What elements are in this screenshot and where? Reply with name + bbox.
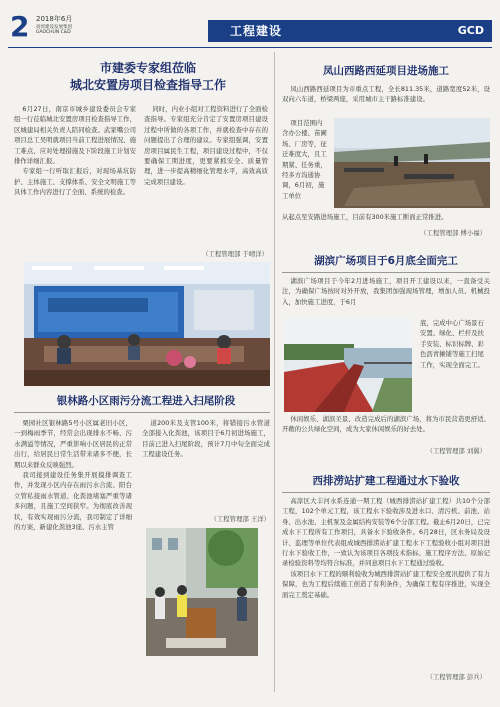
article1-paragraph: 6月27日，南京市城乡建设委员会专家组一行莅临城北安置房项目检查指导工作，区城建局相关负责人陪同检查。武家嘴公司项目总工吴明就项目当前工程进展情况、施工难点、应对处理措施及下阶段施工计划安排作详细汇报。: [14, 105, 136, 166]
article4-body-continued: [282, 414, 490, 435]
article3-paragraph: 从起点至安路进场施工，目前有300米施工断面正常推进。: [282, 213, 448, 221]
article1-title-line1: 市建委专家组莅临: [99, 61, 196, 75]
article3-paragraph: 凤山西路西延项目为市重点工程，全长811.35米，道路宽度52米，设双向六车道，桥梁两座，采用城市主干路标准建设。: [282, 85, 490, 104]
article1-paragraph: 同时，内业小组对工程资料进行了全面检查指导。专家组充分肯定了安置房项目建设过程中所做的各项工作，并就检查中存在的问题提出了合理的建议。专家组强调，安置房项目属民生工程，项目建设过程中，不仅要确保工期进度，更要紧抓安全、质量管理，进一步提高精细化管理水平，高效高质完成项目建设。: [144, 105, 268, 186]
article1-credit: （工程管理部 于晴洋）: [202, 250, 268, 258]
header-rule: [8, 47, 492, 48]
section-title: 工程建设: [230, 24, 283, 38]
page-header: [8, 10, 492, 50]
article5-credit: （工程管理部 彭兵）: [426, 673, 486, 681]
article4-paragraph: 休闲娱乐、湖滨美景、改造完成后的湖滨广场，将为市民营造更舒适、开敞的公共绿化空间，成为大家休闲娱乐的好去处。: [282, 415, 490, 434]
page-number: 2: [10, 10, 30, 43]
article2-rule: [14, 412, 270, 413]
article2-paragraph: 道200米及支管100米，将错接污水管道全部接入化粪池，该项目于6月初进场施工，目前已进入扫尾阶段，预计7月中旬全面完成工程建设任务。: [142, 419, 270, 459]
article1-title-line2: 城北安置房项目检查指导工作: [69, 78, 226, 92]
article2-paragraph: 我司接到建设任务集开展摸排调查工作，并发现小区内存在雨污水合流、阳台立管私接雨水管道、化粪池堵塞严重等诸多问题，且施工空间狭窄。为彻底改善现状，有效实现雨污分流，我司制定了详细的方案，新建化粪池3座、污水主管: [14, 471, 132, 532]
publisher-name: 高淳建设发展集团: [36, 25, 72, 30]
article4-credit: （工程管理部 刘翼）: [426, 447, 486, 455]
meeting-room-photo: [24, 262, 270, 386]
article4-rule: [282, 272, 490, 273]
article1-title: [30, 60, 266, 94]
article1-col1: [14, 104, 136, 198]
article5-paragraph: 高淳区大丰河水系连通一期工程（城西排涝站扩建工程）共10个分部工程，102个单元工程，该工程水下验收涉及进水口、清污机、前池、站身、出水池、主机泵及金属结构安装等6个分部工程。截止6月20日，已完成水下工程所有工作项目，具备水下验收条件。6月28日，区水务局及设计、监理等单位代表组成城西排涝站扩建工程水下工程验收小组对项目进行水下验收工作，一致认为该项目各项技术指标、施工程序方法、原始记录检验资料等均符合标准，并同意项目水下工程通过验收。: [282, 497, 490, 568]
article5-body: [282, 496, 490, 600]
brand-logo: GCD: [457, 24, 484, 37]
article3-body-continued: [282, 212, 490, 222]
article2-col2: [142, 418, 270, 460]
article2-paragraph: 栗园社区银林路5号小区属老旧小区，一到梅雨季节，经常会出现排水不畅、污水满溢等情况，严重影响小区居民的正常出行，给居民日常生活带来诸多不便，长期以来群众反映强烈。: [14, 419, 132, 469]
article3-body: [282, 84, 490, 105]
article3-title: 凤山西路西延项目进场施工: [323, 65, 449, 77]
article2-credit: （工程管理部 王洋）: [210, 515, 270, 523]
article4-wrap-text: [420, 318, 490, 370]
article5-paragraph: 该项目水下工程的顺利验收为城西排涝站扩建工程安全度汛提供了有力保障，也为工程后续施工创造了有利条件，为确保工程有序推进，实现全面完工奠定基础。: [282, 569, 490, 599]
article5-title: 西排涝站扩建工程通过水下验收: [312, 475, 460, 487]
article1-paragraph: 专家组一行听取汇报后，对现场基坑防护、主体施工、支撑体系、安全文明施工等具体工作内容进行了全面、系统的检查。: [14, 167, 136, 197]
construction-site-photo: [146, 528, 258, 656]
article4-paragraph: 底，完成中心广场景石安置、绿化、栏杆及扶手安装、标识标牌、彩色沥青摊铺等施工扫尾工作，实现全面完工。: [420, 319, 484, 369]
article1-col2: [144, 104, 268, 187]
issue-date: 2018年6月: [36, 15, 73, 23]
article3-paragraph: 项目范围内含办公楼、苗圃场、厂房等，征迁难度大，且工期紧、任务重，经多方沟通协调，6月初，施工单位: [282, 119, 327, 200]
article3-credit: （工程管理部 傅小福）: [420, 229, 486, 237]
article2-title: 银林路小区雨污分流工程进入扫尾阶段: [56, 395, 236, 407]
column-divider: [274, 52, 275, 692]
article2-col1: [14, 418, 132, 532]
article3-wrap-text: [282, 118, 328, 201]
article4-title: 湖滨广场项目于6月底全面完工: [314, 255, 458, 267]
lakeside-plaza-photo: [284, 318, 412, 412]
article4-body: [282, 276, 490, 307]
article5-rule: [282, 492, 490, 493]
article4-paragraph: 湖滨广场项目于今年2月进场施工，项目开工建设以来，一直备受关注，为确保广场按时对外开放，我集团加强现场管理，增加人员、机械投入，加快施工进度，于6月: [282, 277, 490, 306]
road-site-photo: [334, 118, 490, 208]
publisher-name-en: GAOCHUN C&D: [36, 30, 71, 35]
